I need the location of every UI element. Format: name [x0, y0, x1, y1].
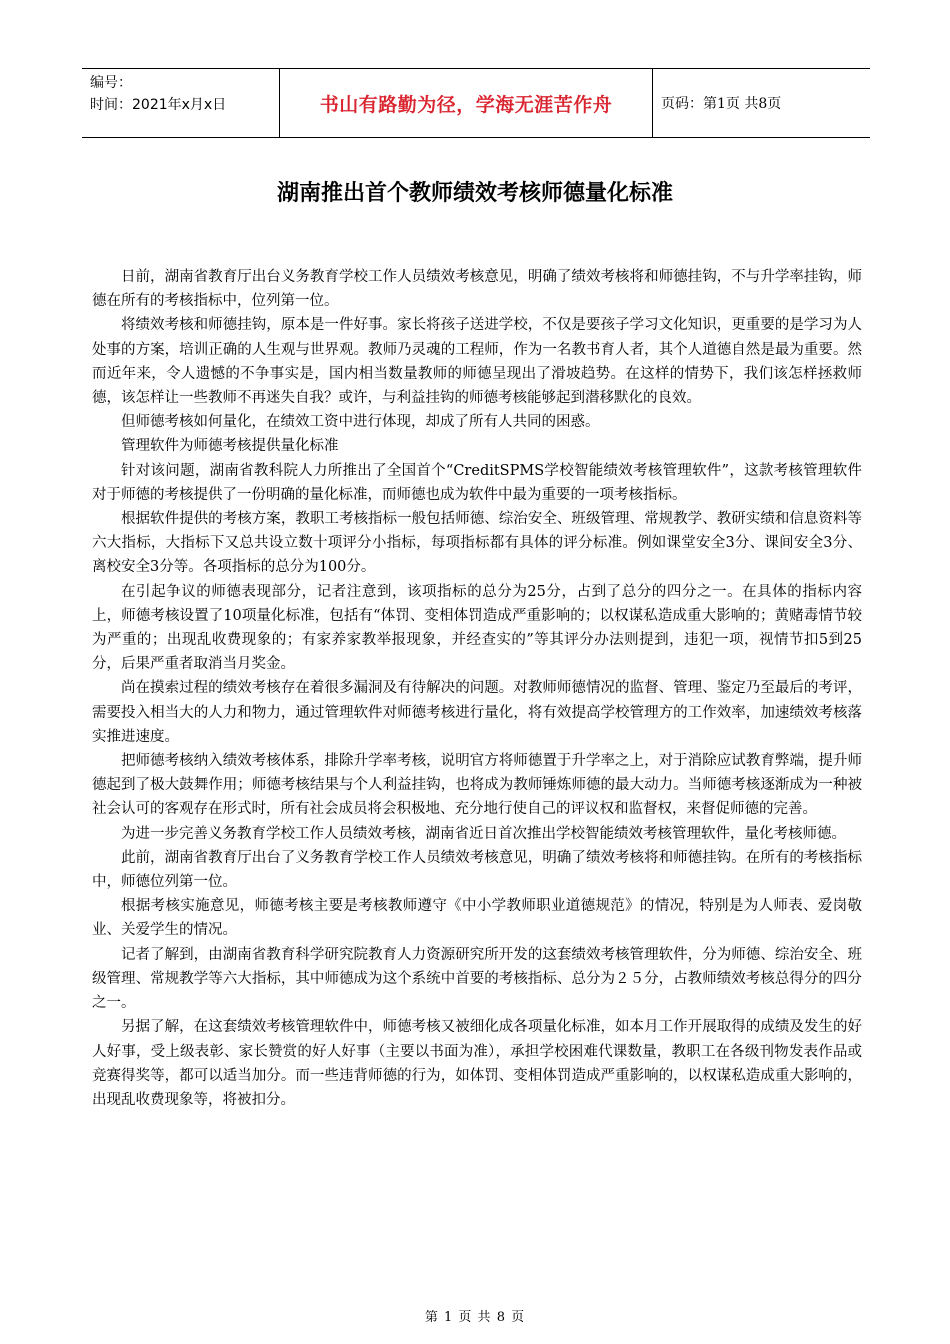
paragraph: 根据软件提供的考核方案，教职工考核指标一般包括师德、综治安全、班级管理、常规教学、教研实绩和信息资料等六大指标，大指标下又总共设立数十项评分小指标，每项指标都有具体的评分标准。例如课堂安全3分、课间安全3分、离校安全3分等。各项指标的总分为100分。: [92, 511, 862, 576]
header-motto: 书山有路勤为径，学海无涯苦作舟: [280, 69, 653, 137]
page-header: [82, 68, 870, 138]
paragraph: 记者了解到，由湖南省教育科学研究院教育人力资源研究所开发的这套绩效考核管理软件，分为师德、综治安全、班级管理、常规教学等六大指标，其中师德成为这个系统中首要的考核指标、总分为２５分，占教师绩效考核总得分的四分之一。: [92, 946, 862, 1012]
paragraph: 另据了解，在这套绩效考核管理软件中，师德考核又被细化成各项量化标准，如本月工作开展取得的成绩及发生的好人好事，受上级表彰、家长赞赏的好人好事（主要以书面为准），承担学校困难代课数量，教职工在各级刊物发表作品或竞赛得奖等，都可以适当加分。而一些违背师德的行为，如体罚、变相体罚造成严重影响的，以权谋私造成重大影响的，出现乱收费现象等，将被扣分。: [92, 1019, 862, 1108]
document-date: 时间：2021年x月x日: [90, 97, 227, 113]
header-page-number: 页码：第1页 共8页: [661, 96, 782, 112]
section-heading: 管理软件为师德考核提供量化标准: [121, 438, 339, 455]
page-footer: 第 1 页 共 8 页: [424, 1310, 526, 1325]
paragraph: 根据考核实施意见，师德考核主要是考核教师遵守《中小学教师职业道德规范》的情况，特别是为人师表、爱岗敬业、关爱学生的情况。: [92, 898, 862, 939]
header-meta: [82, 69, 280, 137]
paragraph: 将绩效考核和师德挂钩，原本是一件好事。家长将孩子送进学校，不仅是要孩子学习文化知识，更重要的是学习为人处事的方案，培训正确的人生观与世界观。教师乃灵魂的工程师，作为一名教书育人者，其个人道德自然是最为重要。然而近年来，令人遗憾的不争事实是，国内相当数量教师的师德呈现出了滑坡趋势。在这样的情势下，我们该怎样拯救师德，该怎样让一些教师不再迷失自我？或许，与利益挂钩的师德考核能够起到潜移默化的良效。: [92, 317, 862, 407]
paragraph: 但师德考核如何量化，在绩效工资中进行体现，却成了所有人共同的困惑。: [121, 414, 600, 431]
paragraph: 此前，湖南省教育厅出台了义务教育学校工作人员绩效考核意见，明确了绩效考核将和师德挂钩。在所有的考核指标中，师德位列第一位。: [92, 849, 862, 891]
paragraph: 针对该问题，湖南省教科院人力所推出了全国首个“CreditSPMS学校智能绩效考核管理软件”，这款考核管理软件对于师德的考核提供了一份明确的量化标准，而师德也成为软件中最为重要的一项考核指标。: [92, 462, 862, 503]
paragraph: 为进一步完善义务教育学校工作人员绩效考核，湖南省近日首次推出学校智能绩效考核管理软件，量化考核师德。: [121, 825, 846, 842]
document-body: [92, 265, 862, 1112]
paragraph: 在引起争议的师德表现部分，记者注意到，该项指标的总分为25分，占到了总分的四分之一。在具体的指标内容上，师德考核设置了10项量化标准，包括有“体罚、变相体罚造成严重影响的；以权谋私造成重大影响的；黄赌毒情节较为严重的；出现乱收费现象的；有家养家教举报现象，并经查实的”等其评分办法则提到，违犯一项，视情节扣5到25分，后果严重者取消当月奖金。: [92, 583, 862, 673]
paragraph: 日前，湖南省教育厅出台义务教育学校工作人员绩效考核意见，明确了绩效考核将和师德挂钩，不与升学率挂钩，师德在所有的考核指标中，位列第一位。: [92, 269, 862, 310]
document-title: 湖南推出首个教师绩效考核师德量化标准: [276, 181, 673, 206]
paragraph: 尚在摸索过程的绩效考核存在着很多漏洞及有待解决的问题。对教师师德情况的监督、管理、鉴定乃至最后的考评，需要投入相当大的人力和物力，通过管理软件对师德考核进行量化，将有效提高学校管理方的工作效率，加速绩效考核落实推进速度。: [92, 680, 862, 745]
document-number: 编号：: [90, 75, 132, 91]
paragraph: 把师德考核纳入绩效考核体系，排除升学率考核，说明官方将师德置于升学率之上，对于消除应试教育弊端，提升师德起到了极大鼓舞作用；师德考核结果与个人利益挂钩，也将成为教师锤炼师德的最大动力。当师德考核逐渐成为一种被社会认可的客观存在形式时，所有社会成员将会积极地、充分地行使自己的评议权和监督权，来督促师德的完善。: [92, 753, 862, 818]
